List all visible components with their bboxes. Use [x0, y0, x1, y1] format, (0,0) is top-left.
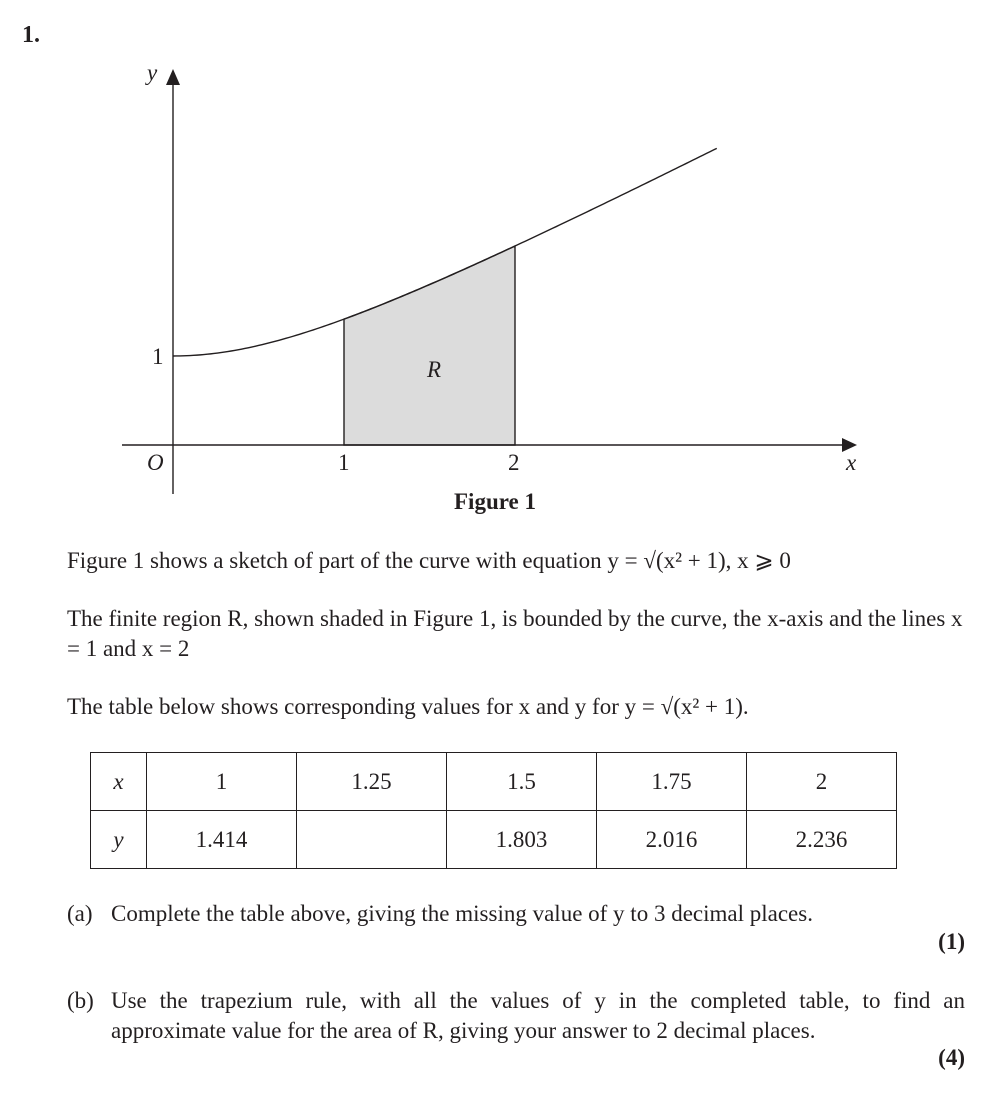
table-cell: 1.803 — [447, 811, 597, 869]
paragraph-curve-equation: Figure 1 shows a sketch of part of the curve with equation y = √(x² + 1), x ⩾ 0 — [67, 548, 791, 573]
part-a-marks: (1) — [938, 929, 965, 954]
origin-label: O — [147, 450, 164, 475]
table-cell: 2.016 — [597, 811, 747, 869]
table-row-x — [91, 753, 897, 811]
part-b-label: (b) — [67, 988, 94, 1013]
x-tick-label-2: 2 — [508, 450, 520, 475]
x-tick-label-1: 1 — [338, 450, 350, 475]
y-tick-label: 1 — [152, 344, 164, 369]
table-row-y — [91, 811, 897, 869]
x-axis-label: x — [846, 450, 857, 475]
paragraph-table-intro: The table below shows corresponding values for x and y for y = √(x² + 1). — [67, 694, 749, 719]
table-cell: 1.5 — [447, 753, 597, 811]
row-header-x: x — [91, 753, 147, 811]
shaded-region-r — [344, 246, 515, 445]
region-label: R — [427, 357, 442, 382]
table-cell: 1.414 — [147, 811, 297, 869]
row-header-y: y — [91, 811, 147, 869]
table-cell: 2.236 — [747, 811, 897, 869]
values-table — [90, 752, 897, 869]
part-b-marks: (4) — [938, 1045, 965, 1070]
part-a — [67, 899, 965, 929]
table-cell: 1.75 — [597, 753, 747, 811]
table-cell-missing — [297, 811, 447, 869]
question-number: 1. — [22, 22, 40, 48]
part-b — [67, 986, 965, 1046]
figure-caption: Figure 1 — [454, 489, 536, 514]
part-a-text: Complete the table above, giving the missing value of y to 3 decimal places. — [111, 901, 813, 926]
paragraph-region-description: The finite region R, shown shaded in Figure 1, is bounded by the curve, the x-axis and the lines x = 1 and x = 2 — [67, 606, 963, 661]
part-b-text: Use the trapezium rule, with all the values of y in the completed table, to find an approximate value for the area of R, giving your answer to 2 decimal places. — [111, 988, 965, 1043]
y-axis-arrow-icon — [166, 69, 180, 85]
figure-1 — [0, 0, 995, 520]
table-cell: 1.25 — [297, 753, 447, 811]
y-axis-label: y — [147, 60, 158, 85]
table-cell: 2 — [747, 753, 897, 811]
table-cell: 1 — [147, 753, 297, 811]
part-a-label: (a) — [67, 901, 93, 926]
